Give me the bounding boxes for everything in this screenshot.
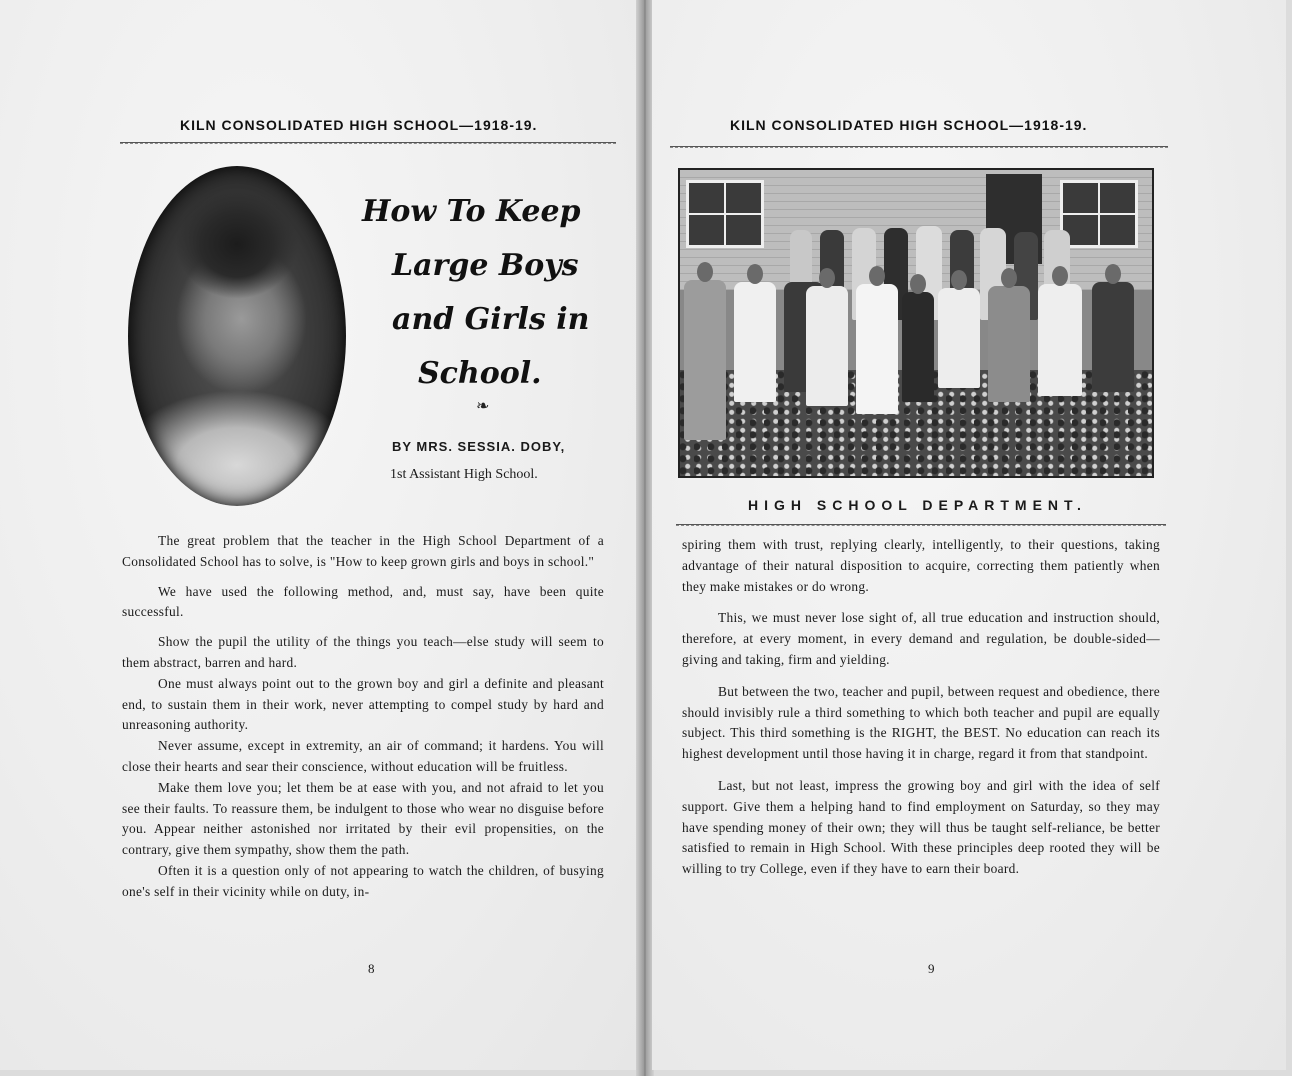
photo-window [1060, 180, 1138, 248]
photo-head [1052, 266, 1068, 286]
ornament-icon: ❧ [476, 398, 490, 415]
photo-head [747, 264, 763, 284]
photo-person [1092, 282, 1134, 392]
photo-person [988, 286, 1030, 402]
right-body-text [682, 535, 1160, 880]
right-page [652, 0, 1286, 1070]
author-portrait [128, 166, 346, 506]
paragraph: One must always point out to the grown boy and girl a definite and pleasant end, to sustain them in their work, never attempting to compel study by hard and unreasoning authority. [122, 675, 604, 733]
paragraph: This, we must never lose sight of, all true education and instruction should, therefore, at every moment, in every demand and regulation, be double-sided—giving and taking, firm and yielding. [682, 610, 1160, 667]
left-page [0, 0, 640, 1070]
paragraph: The great problem that the teacher in the High School Department of a Consolidated School has to solve, is "How to keep grown girls and boys in school." [122, 533, 604, 569]
photo-person [684, 280, 726, 440]
page-number-left: 8 [368, 961, 375, 976]
photo-window [686, 180, 764, 248]
photo-caption: HIGH SCHOOL DEPARTMENT. [748, 497, 1087, 513]
title-line-1: How To Keep [362, 194, 581, 229]
photo-head [697, 262, 713, 282]
photo-head [1001, 268, 1017, 288]
byline: BY MRS. SESSIA. DOBY, [392, 439, 566, 454]
photo-head [951, 270, 967, 290]
photo-head [1105, 264, 1121, 284]
photo-head [869, 266, 885, 286]
paragraph: Last, but not least, impress the growing boy and girl with the idea of self support. Give them a helping hand to find employment on Saturday, so they may have spending money of their own; they will thus be taught self-reliance, be better satisfied to remain in High School. With these principles deep rooted they will be willing to try College, even if they have to earn their board. [682, 777, 1160, 877]
paragraph: But between the two, teacher and pupil, between request and obedience, there should invisibly rule a third something to which both teacher and pupil are equally subject. This third something is the RIGHT, the BEST. No education can reach its highest development until those having it in charge, regard it from that standpoint. [682, 683, 1160, 762]
paragraph: Make them love you; let them be at ease with you, and not afraid to let you see their faults. To reassure them, be indulgent to those who wear no disguise before you. Appear neither astonished nor irritated by their evil propensities, on the contrary, give them sympathy, show them the path. [122, 779, 604, 858]
paragraph: Never assume, except in extremity, an air of command; it hardens. You will close their hearts and sear their conscience, without education will be fruitless. [122, 738, 604, 774]
article-title [362, 185, 624, 401]
photo-person [734, 282, 776, 402]
page-number-right: 9 [928, 961, 935, 976]
title-line-3: and Girls in [392, 302, 590, 337]
header-rule-right [670, 146, 1168, 148]
running-head-right: KILN CONSOLIDATED HIGH SCHOOL—1918-19. [730, 117, 1088, 133]
paragraph: Often it is a question only of not appearing to watch the children, of busying one's self in their vicinity while on duty, in- [122, 862, 604, 899]
byline-subtitle: 1st Assistant High School. [390, 467, 538, 482]
photo-person [1038, 284, 1082, 396]
photo-head [819, 268, 835, 288]
left-body-text [122, 531, 604, 903]
class-photograph [678, 168, 1154, 478]
caption-rule [676, 524, 1166, 526]
paragraph: spiring them with trust, replying clearly, intelligently, to their questions, taking advantage of their natural disposition to acquire, correcting them patiently when they make mistakes or do wrong. [682, 537, 1160, 594]
photo-head [910, 274, 926, 294]
running-head-left: KILN CONSOLIDATED HIGH SCHOOL—1918-19. [180, 117, 538, 133]
paragraph: We have used the following method, and, must say, have been quite successful. [122, 583, 604, 620]
title-line-4: School. [418, 356, 542, 391]
photo-person [856, 284, 898, 414]
paragraph: Show the pupil the utility of the things you teach—else study will seem to them abstract, barren and hard. [122, 634, 604, 670]
title-line-2: Large Boys [392, 248, 579, 283]
header-rule-left [120, 142, 616, 144]
photo-person [902, 292, 934, 402]
photo-person [938, 288, 980, 388]
photo-person [806, 286, 848, 406]
